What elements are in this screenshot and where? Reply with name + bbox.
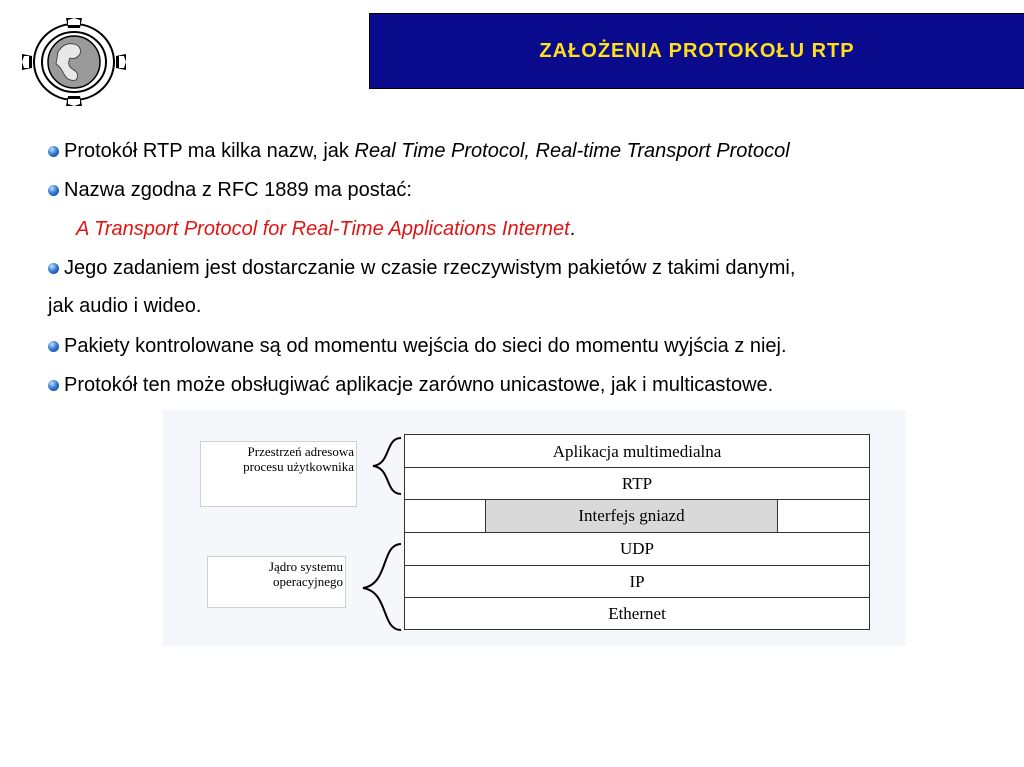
page-title: ZAŁOŻENIA PROTOKOŁU RTP [539,39,855,62]
title-banner [369,13,1024,89]
layer-ip [404,565,870,598]
kernel-label-line2: operacyjnego [272,574,343,589]
user-space-label-line2: procesu użytkownika [243,459,354,474]
layer-socket-label: Interfejs gniazd [578,506,685,525]
layer-rtp [404,467,870,500]
layer-udp-label: UDP [619,539,654,558]
text-line-5: Pakiety kontrolowane są od momentu wejścia do sieci do momentu wyjścia z niej. [64,335,787,357]
text-line-3 [76,218,575,241]
text-line-4a: Jego zadaniem jest dostarczanie w czasie rzeczywistym pakietów z takimi danymi, [64,257,796,279]
bullet-icon [48,341,59,352]
text-line-6: Protokół ten może obsługiwać aplikacje zarówno unicastowe, jak i multicastowe. [64,374,774,396]
user-space-label-line1: Przestrzeń adresowa [247,444,354,459]
text-line-1 [64,140,790,163]
bullet-icon [48,185,59,196]
layer-rtp-label: RTP [621,473,653,493]
globe-logo-icon [18,14,130,110]
layer-ethernet [404,597,870,630]
kernel-brace [355,542,405,634]
rfc-title: A Transport Protocol for Real-Time Applications Internet [76,218,570,240]
user-space-brace [355,436,405,498]
text-line-4b: jak audio i wideo. [48,295,202,317]
bullet-icon [48,263,59,274]
text-line-2: Nazwa zgodna z RFC 1889 ma postać: [64,179,412,201]
layer-ip-label: IP [629,571,645,591]
layer-ethernet-label: Ethernet [608,603,666,623]
layer-application-label: Aplikacja multimedialna [552,441,722,461]
layer-application [404,434,870,469]
layer-socket-interface [485,499,778,533]
kernel-label-line1: Jądro systemu [268,559,343,574]
kernel-label [207,556,346,608]
layer-udp [404,532,870,566]
bullet-icon [48,146,59,157]
bullet-icon [48,380,59,391]
line1-normal: Protokół RTP ma kilka nazw, jak [64,140,355,162]
rfc-title-period: . [569,218,576,240]
line1-italic: Real Time Protocol, Real-time Transport Protocol [354,140,790,162]
user-space-label [200,441,357,507]
